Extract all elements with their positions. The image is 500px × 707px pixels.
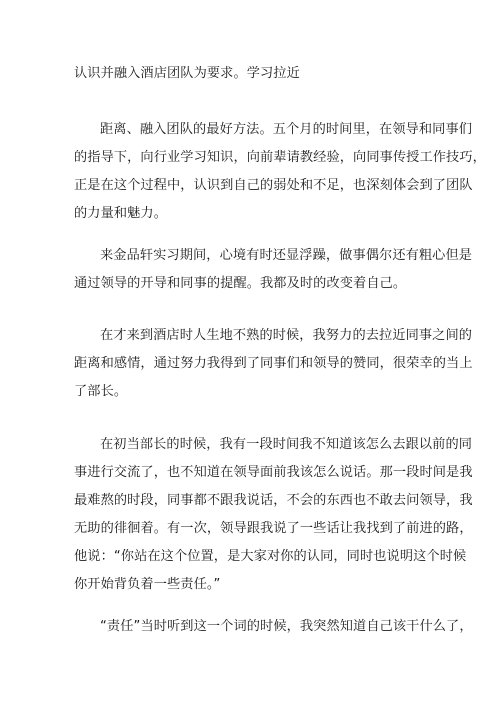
text-line: 你开始背负着一些责任。” bbox=[74, 577, 221, 592]
text-line: 正是在这个过程中，认识到自己的弱处和不足，也深刻体会到了团队 bbox=[74, 178, 473, 193]
text-line: 在初当部长的时候，我有一段时间我不知道该怎么去跟以前的同 bbox=[100, 437, 473, 452]
text-line: 通过领导的开导和同事的提醒。我都及时的改变着自己。 bbox=[74, 276, 407, 291]
text-line: 在才来到酒店时人生地不熟的时候，我努力的去拉近同事之间的 bbox=[100, 328, 473, 343]
text-line: 的指导下，向行业学习知识，向前辈请教经验，向同事传授工作技巧， bbox=[74, 150, 486, 165]
text-line: 认识并融入酒店团队为要求。学习拉近 bbox=[74, 66, 300, 81]
paragraph-new-role bbox=[74, 431, 473, 599]
text-line: 了部长。 bbox=[74, 384, 128, 399]
text-line: 的力量和魅力。 bbox=[74, 206, 168, 221]
paragraph-responsibility bbox=[74, 613, 473, 641]
paragraph-internship bbox=[74, 242, 473, 298]
paragraph-arrival bbox=[74, 322, 473, 406]
text-line: 距离、融入团队的最好方法。五个月的时间里，在领导和同事们 bbox=[100, 122, 473, 137]
text-line: 距离和感情，通过努力我得到了同事们和领导的赞同，很荣幸的当上 bbox=[74, 356, 473, 371]
text-line: 最难熬的时段，同事都不跟我说话，不会的东西也不敢去问领导，我 bbox=[74, 493, 473, 508]
text-line: 事进行交流了，也不知道在领导面前我该怎么说话。那一段时间是我 bbox=[74, 465, 473, 480]
text-line: 无助的徘徊着。有一次，领导跟我说了一些话让我找到了前进的路， bbox=[74, 521, 473, 536]
paragraph-team bbox=[74, 116, 486, 228]
text-line: “责任”当时听到这一个词的时候，我突然知道自己该干什么了， bbox=[100, 619, 473, 634]
paragraph-intro bbox=[74, 60, 444, 88]
text-line: 来金品轩实习期间，心境有时还显浮躁，做事偶尔还有粗心但是 bbox=[100, 248, 473, 263]
text-line: 他说：“你站在这个位置，是大家对你的认同，同时也说明这个时候 bbox=[74, 549, 467, 564]
